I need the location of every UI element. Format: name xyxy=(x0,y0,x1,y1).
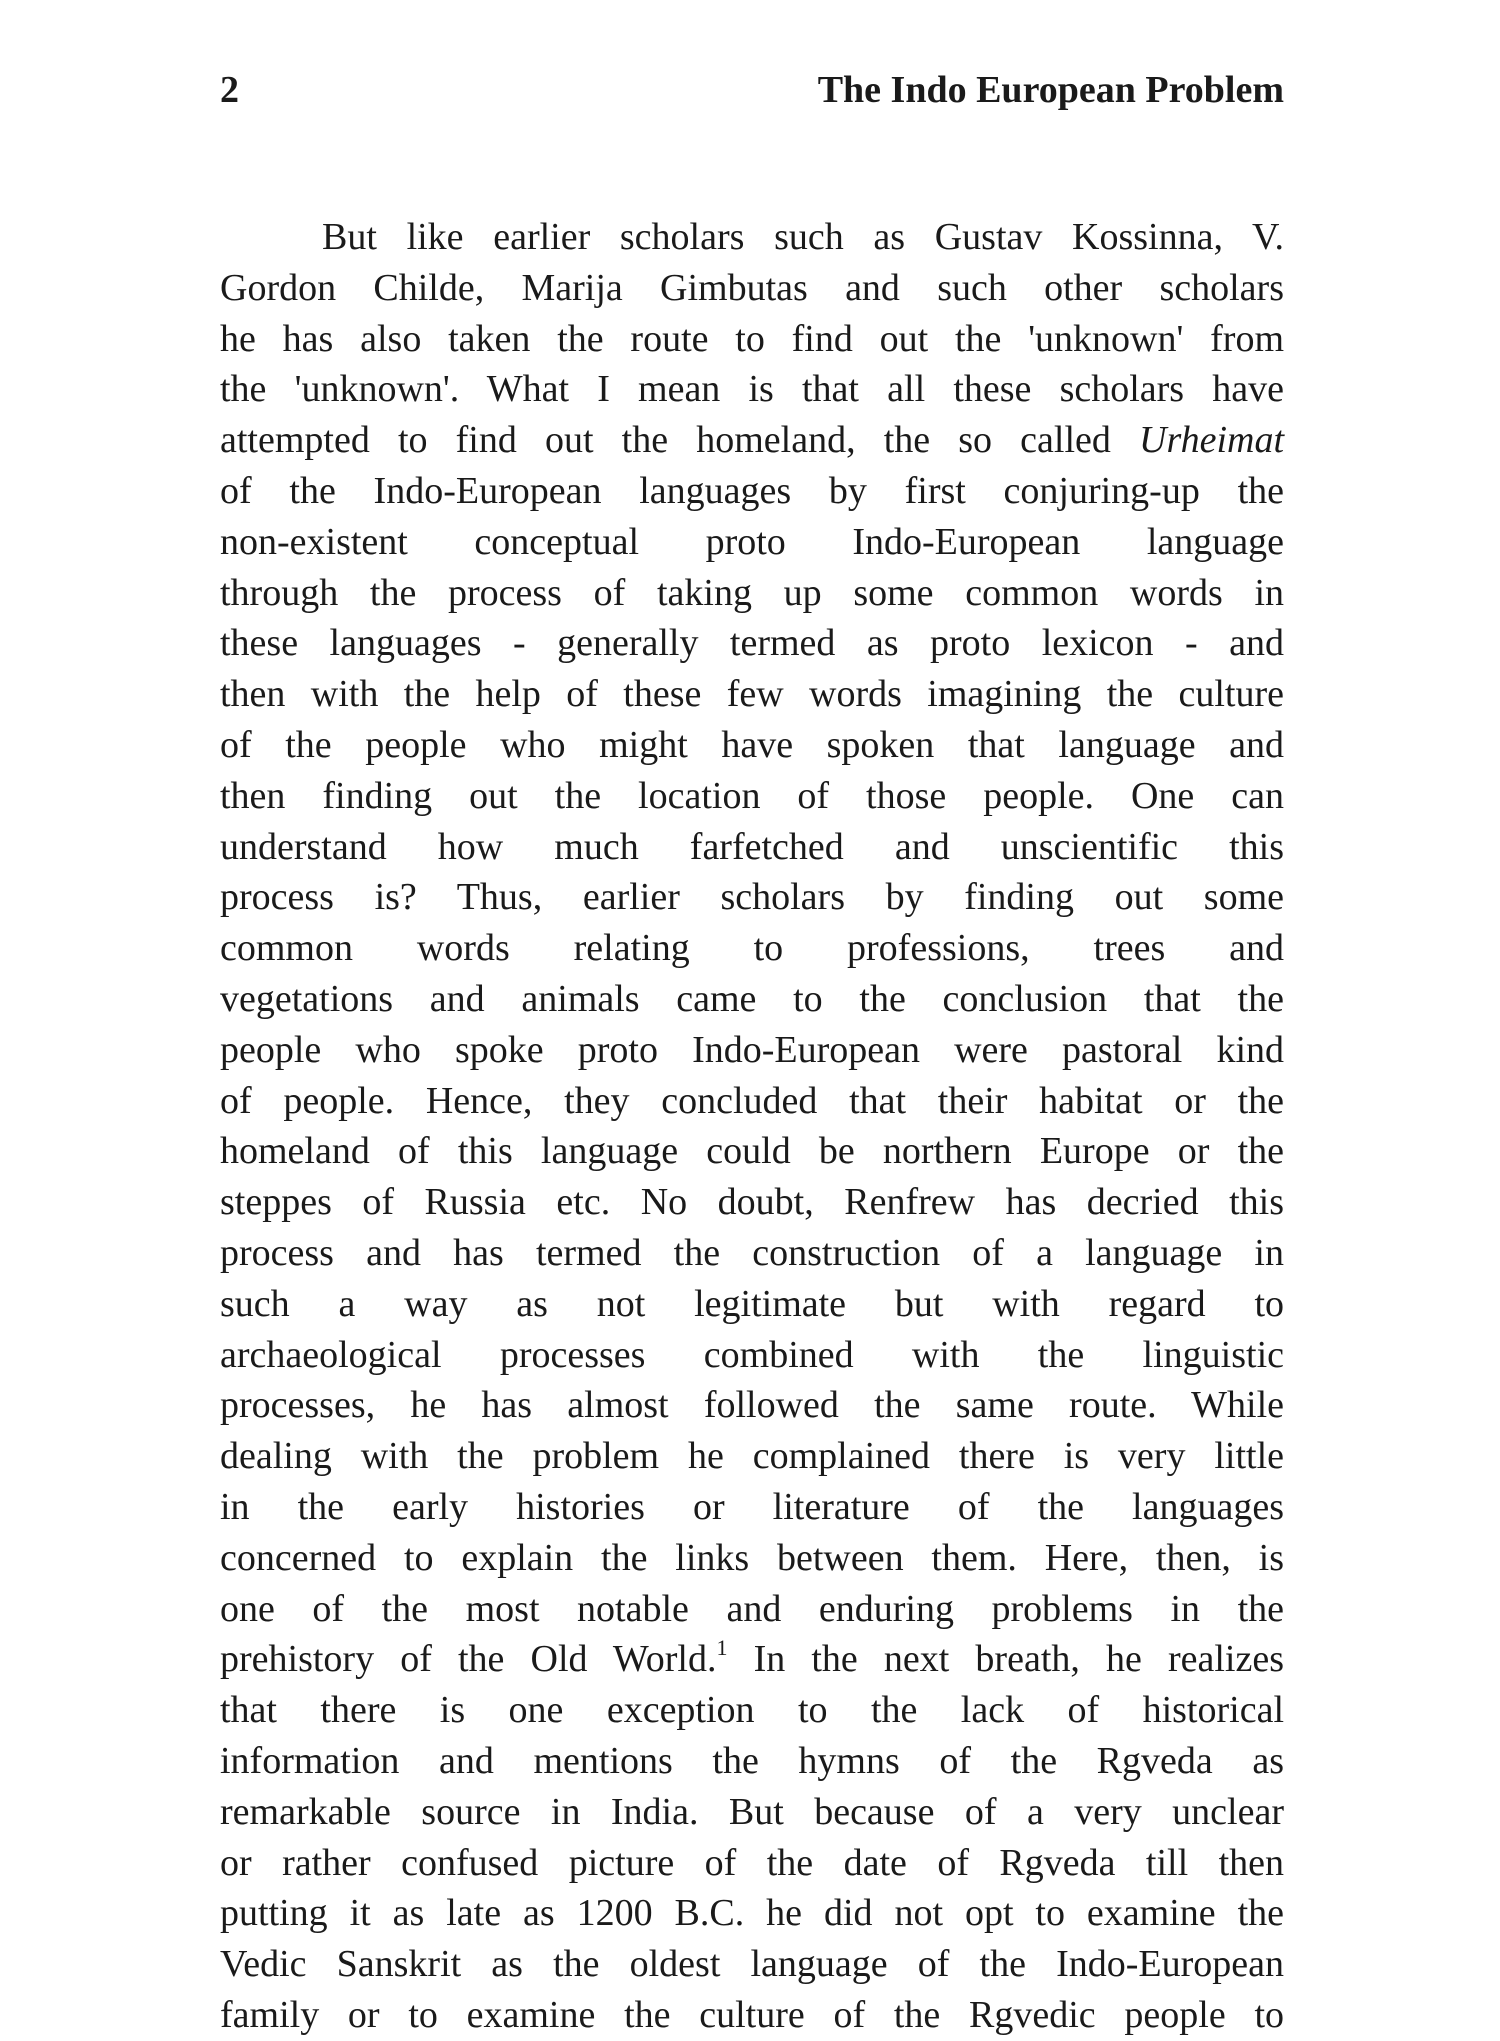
text-line: information and mentions the hymns of the Rgveda as xyxy=(220,1739,1284,1782)
text-line: Vedic Sanskrit as the oldest language of the Indo-European xyxy=(220,1943,1284,1986)
text-line: people who spoke proto Indo-European were pastoral kind xyxy=(220,1028,1284,1071)
text-line: he has also taken the route to find out the 'unknown' from xyxy=(220,317,1284,360)
text-line: of people. Hence, they concluded that their habitat or the xyxy=(220,1079,1284,1122)
text-line xyxy=(220,415,1284,466)
text-line: archaeological processes combined with the linguistic xyxy=(220,1333,1284,1376)
book-page xyxy=(220,62,1284,2041)
text-line: But like earlier scholars such as Gustav Kossinna, V. xyxy=(322,216,1284,258)
text-line: concerned to explain the links between them. Here, then, is xyxy=(220,1536,1284,1579)
text-line: these languages - generally termed as proto lexicon - and xyxy=(220,622,1284,665)
text-line: family or to examine the culture of the Rgvedic people to xyxy=(220,1993,1284,2036)
text-line: the 'unknown'. What I mean is that all these scholars have xyxy=(220,368,1284,411)
text-line: of the Indo-European languages by first conjuring-up the xyxy=(220,469,1284,512)
running-title: The Indo European Problem xyxy=(817,69,1284,111)
text-line: then finding out the location of those people. One can xyxy=(220,774,1284,817)
text-line: homeland of this language could be northern Europe or the xyxy=(220,1130,1284,1173)
text-line: process and has termed the construction of a language in xyxy=(220,1231,1284,1274)
text-line: remarkable source in India. But because of a very unclear xyxy=(220,1790,1284,1833)
page-header xyxy=(220,62,1284,118)
text-line: that there is one exception to the lack of historical xyxy=(220,1689,1284,1732)
text-line: putting it as late as 1200 B.C. he did not opt to examine the xyxy=(220,1892,1284,1935)
footnote-marker[interactable]: 1 xyxy=(716,1635,728,1661)
text-line: dealing with the problem he complained there is very little xyxy=(220,1435,1284,1478)
text-line-part: attempted to find out the homeland, the so called xyxy=(220,419,1140,462)
italic-term: Urheimat xyxy=(1139,419,1284,462)
text-line: steppes of Russia etc. No doubt, Renfrew has decried this xyxy=(220,1181,1284,1224)
text-line: processes, he has almost followed the same route. While xyxy=(220,1384,1284,1427)
text-line: understand how much farfetched and unscientific this xyxy=(220,825,1284,868)
text-line: common words relating to professions, trees and xyxy=(220,927,1284,970)
text-line: one of the most notable and enduring problems in the xyxy=(220,1587,1284,1630)
text-line: vegetations and animals came to the conclusion that the xyxy=(220,977,1284,1020)
text-line: process is? Thus, earlier scholars by finding out some xyxy=(220,876,1284,919)
text-line-part: prehistory of the Old World. xyxy=(220,1638,717,1681)
text-line xyxy=(220,1634,1284,1685)
text-line: such a way as not legitimate but with regard to xyxy=(220,1282,1284,1325)
text-line: of the people who might have spoken that language and xyxy=(220,723,1284,766)
text-line: or rather confused picture of the date of Rgveda till then xyxy=(220,1841,1284,1884)
text-line: then with the help of these few words imagining the culture xyxy=(220,673,1284,716)
text-line-part: In the next breath, he realizes xyxy=(727,1638,1284,1681)
body-paragraph xyxy=(220,212,1284,2041)
text-line: Gordon Childe, Marija Gimbutas and such other scholars xyxy=(220,266,1284,309)
text-line: non-existent conceptual proto Indo-European language xyxy=(220,520,1284,563)
text-line: through the process of taking up some common words in xyxy=(220,571,1284,614)
page-number: 2 xyxy=(220,69,239,111)
text-line: in the early histories or literature of the languages xyxy=(220,1485,1284,1528)
